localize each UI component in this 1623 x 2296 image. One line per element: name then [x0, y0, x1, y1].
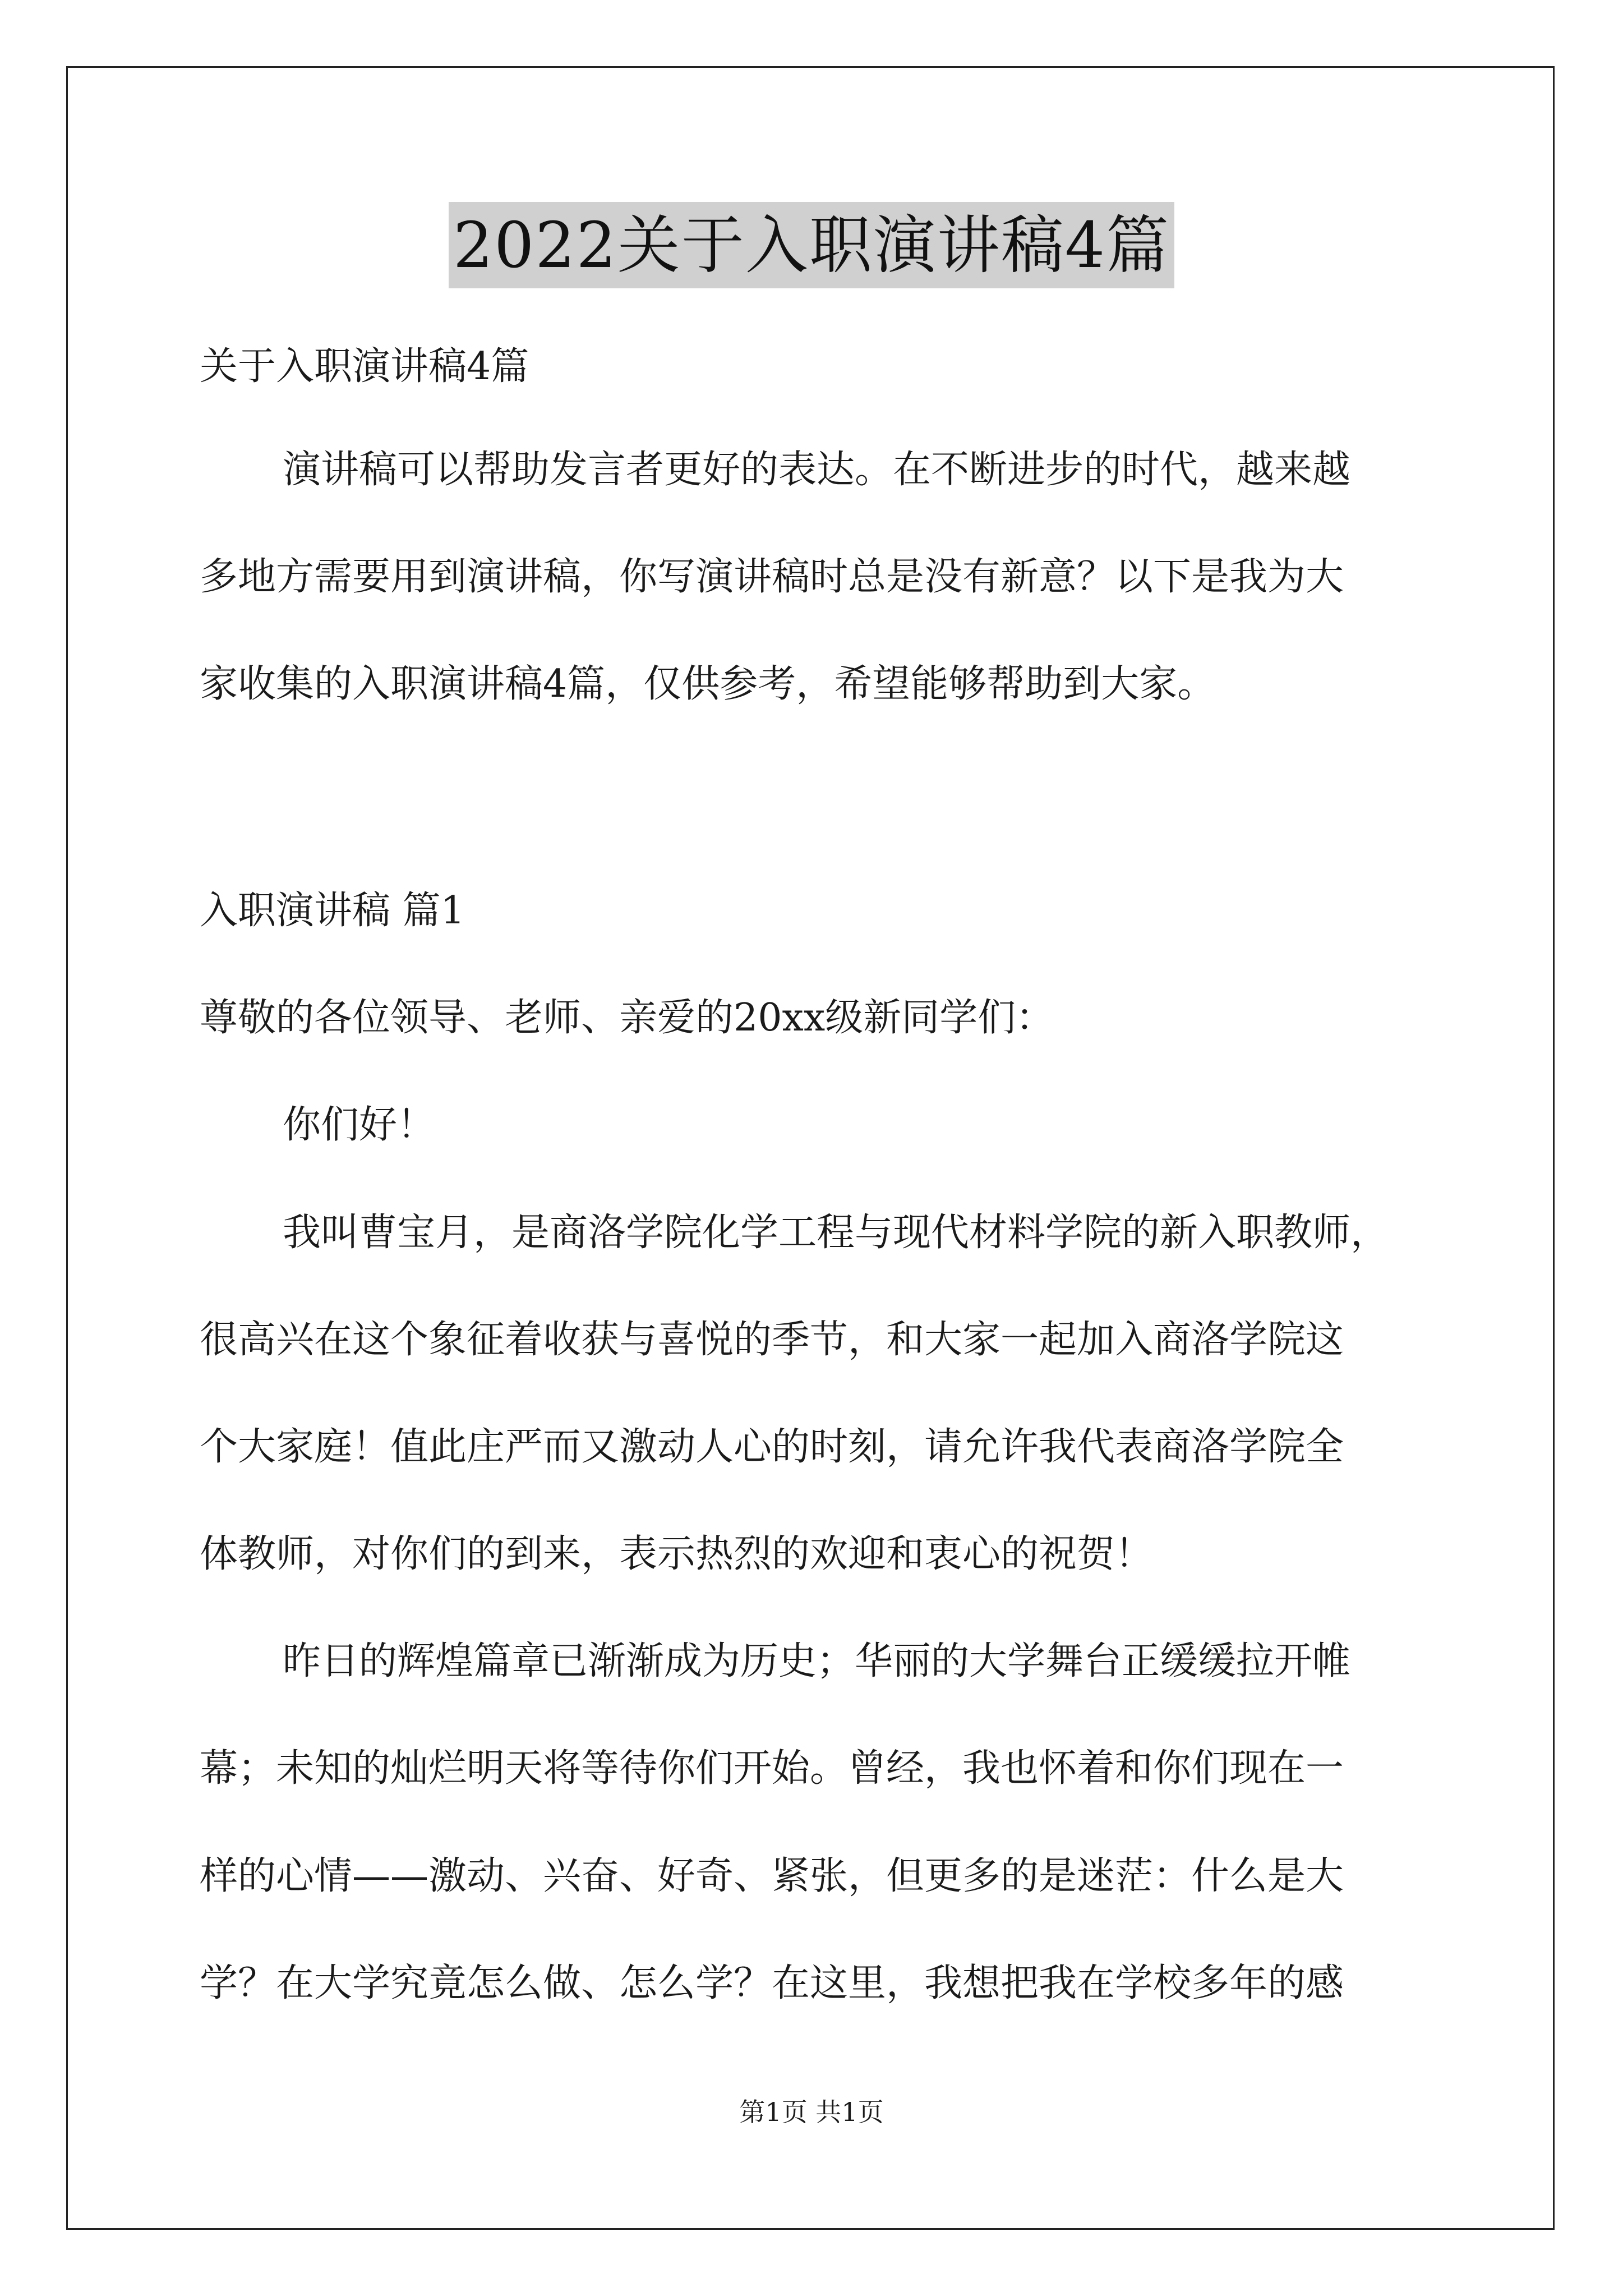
intro-line: 家收集的入职演讲稿4篇，仅供参考，希望能够帮助到大家。 — [200, 662, 1216, 706]
paragraph-line: 体教师，对你们的到来，表示热烈的欢迎和衷心的祝贺！ — [200, 1532, 1154, 1576]
greeting: 你们好！ — [283, 1103, 436, 1147]
paragraph-line: 学？在大学究竟怎么做、怎么学？在这里，我想把我在学校多年的感 — [200, 1961, 1344, 2005]
paragraph-line: 很高兴在这个象征着收获与喜悦的季节，和大家一起加入商洛学院这 — [200, 1318, 1344, 1362]
subtitle: 关于入职演讲稿4篇 — [200, 344, 529, 389]
page-footer: 第1页 共1页 — [739, 2097, 884, 2127]
document-title: 2022关于入职演讲稿4篇 — [449, 202, 1174, 288]
section-heading: 入职演讲稿 篇1 — [200, 889, 465, 933]
paragraph-line: 我叫曹宝月，是商洛学院化学工程与现代材料学院的新入职教师， — [283, 1211, 1389, 1255]
intro-line: 演讲稿可以帮助发言者更好的表达。在不断进步的时代，越来越 — [283, 448, 1351, 492]
title-container — [0, 202, 1623, 288]
paragraph-line: 样的心情——激动、兴奋、好奇、紧张，但更多的是迷茫：什么是大 — [200, 1854, 1344, 1898]
paragraph-line: 幕；未知的灿烂明天将等待你们开始。曾经，我也怀着和你们现在一 — [200, 1746, 1344, 1791]
intro-line: 多地方需要用到演讲稿，你写演讲稿时总是没有新意？以下是我为大 — [200, 555, 1344, 599]
salutation: 尊敬的各位领导、老师、亲爱的20xx级新同学们： — [200, 996, 1054, 1040]
paragraph-line: 昨日的辉煌篇章已渐渐成为历史；华丽的大学舞台正缓缓拉开帷 — [283, 1639, 1351, 1683]
paragraph-line: 个大家庭！值此庄严而又激动人心的时刻，请允许我代表商洛学院全 — [200, 1425, 1344, 1469]
